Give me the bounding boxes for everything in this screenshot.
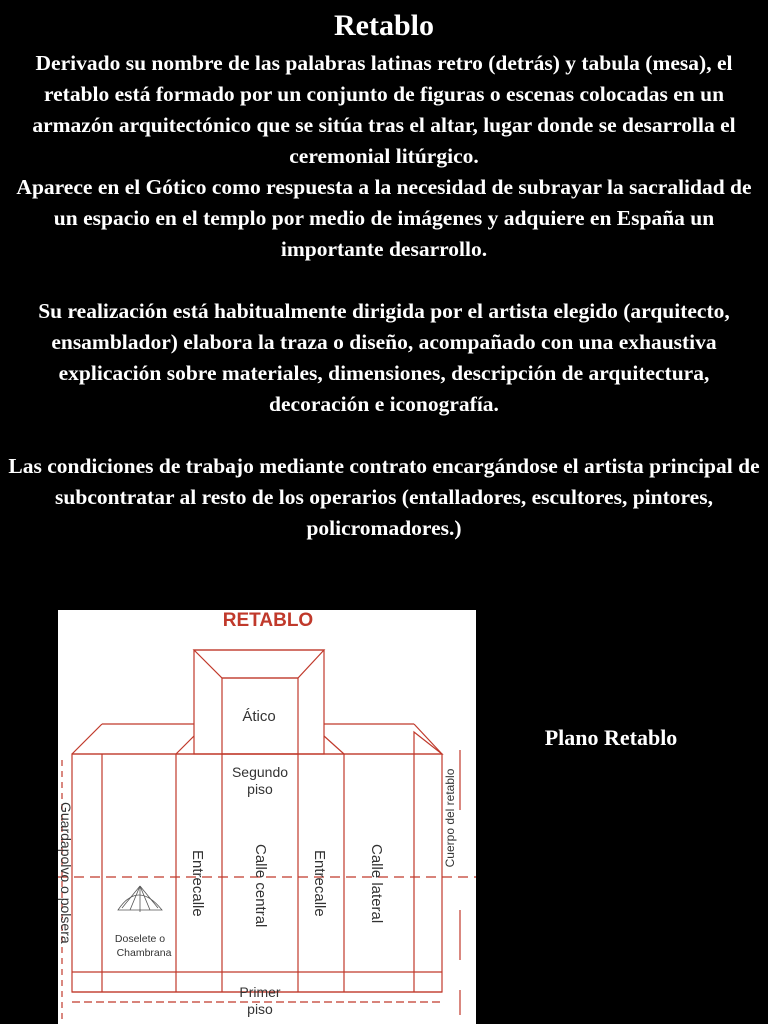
figure-caption: Plano Retablo — [544, 725, 678, 750]
label-primer: Primer — [239, 984, 281, 1000]
paragraph-1a: Derivado su nombre de las palabras latinas retro (detrás) y tabula (mesa), el retablo está formado por un conjunto de figuras o escenas colocadas en un armazón arquitectónico que se sitúa tras el altar, lugar donde se desarrolla el ceremonial litúrgico. — [32, 51, 736, 168]
diagram-heading: RETABLO — [222, 610, 314, 631]
label-segundo: Segundo — [231, 764, 289, 780]
label-segundo-piso: piso — [247, 781, 273, 797]
page-title: Retablo — [334, 9, 434, 42]
paragraph-3: Las condiciones de trabajo mediante contrato encargándose el artista principal de subcontratar al resto de los operarios (entalladores, escultores, pintores, policromadores.) — [8, 454, 760, 540]
body-text — [8, 48, 760, 544]
paragraph-2: Su realización está habitualmente dirigida por el artista elegido (arquitecto, ensamblador) elabora la traza o diseño, acompañado con una exhaustiva explicación sobre materiales, dimensiones, descripción de arquitectura, decoración e iconografía. — [38, 299, 730, 416]
retablo-diagram — [58, 610, 476, 1024]
label-primer-piso: piso — [247, 1001, 273, 1017]
label-cuerpo: Cuerpo del retablo — [443, 768, 457, 868]
paragraph-1b: Aparece en el Gótico como respuesta a la necesidad de subrayar la sacralidad de un espacio en el templo por medio de imágenes y adquiere en España un importante desarrollo. — [16, 175, 752, 261]
label-entrecalle-right: Entrecalle — [311, 850, 328, 917]
doselete-icon — [118, 886, 162, 912]
label-calle-lateral: Calle lateral — [368, 844, 385, 924]
label-doselete: Doselete o — [114, 933, 166, 945]
label-chambrana: Chambrana — [116, 947, 172, 959]
label-atico: Ático — [242, 708, 276, 725]
label-guardapolvo: Guardapolvo o polsera — [58, 802, 74, 944]
label-entrecalle-left: Entrecalle — [189, 850, 206, 917]
label-calle-central: Calle central — [252, 844, 269, 928]
